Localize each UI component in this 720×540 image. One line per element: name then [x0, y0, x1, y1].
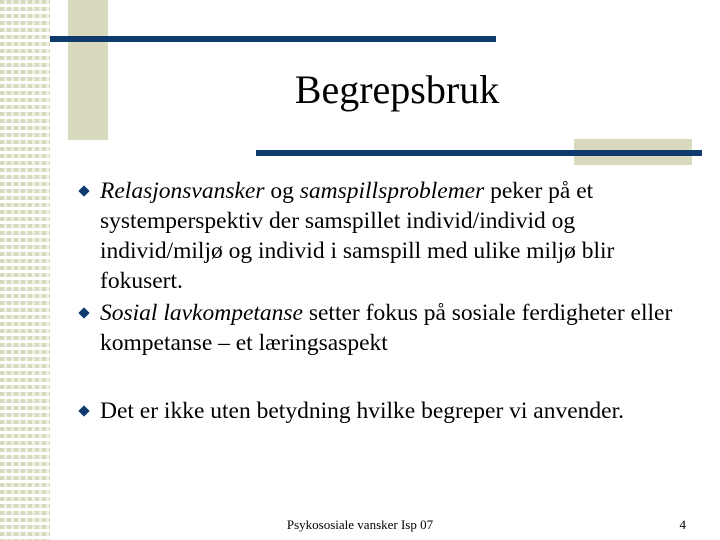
footer-label: Psykososiale vansker Isp 07	[286, 517, 434, 532]
bullet-text-part: Det er ikke uten betydning hvilke begreper vi anvender.	[100, 398, 624, 424]
bottom-rule	[256, 150, 702, 156]
bullet-item	[78, 298, 678, 358]
slide-title: Begrepsbruk	[294, 67, 500, 112]
bullet-text-part: Sosial lavkompetanse	[100, 300, 303, 326]
bullet-text	[100, 300, 672, 356]
bullet-item	[78, 396, 678, 426]
bullet-list	[78, 176, 678, 426]
diamond-bullet-icon	[78, 405, 89, 416]
decorative-stripes	[0, 0, 50, 540]
diamond-bullet-icon	[78, 307, 89, 318]
accent-box-left	[68, 0, 108, 140]
page-number: 4	[679, 517, 686, 532]
bullet-text-part: Relasjonsvansker	[100, 178, 265, 204]
bullet-item	[78, 176, 678, 296]
diamond-bullet-icon	[78, 185, 89, 196]
bullet-text	[100, 178, 614, 294]
bullet-text-part: samspillsproblemer	[299, 178, 485, 204]
bullet-text-part: peker på et systemperspektiv der samspillet individ/individ og individ/miljø og individ i samspill med ulike miljø blir fokusert.	[100, 178, 615, 294]
bullet-text	[100, 398, 624, 424]
bullet-text-part: og	[264, 178, 300, 204]
top-rule	[50, 36, 496, 42]
bullet-text-part: setter fokus på sosiale ferdigheter eller kompetanse – et læringsaspekt	[100, 300, 673, 356]
